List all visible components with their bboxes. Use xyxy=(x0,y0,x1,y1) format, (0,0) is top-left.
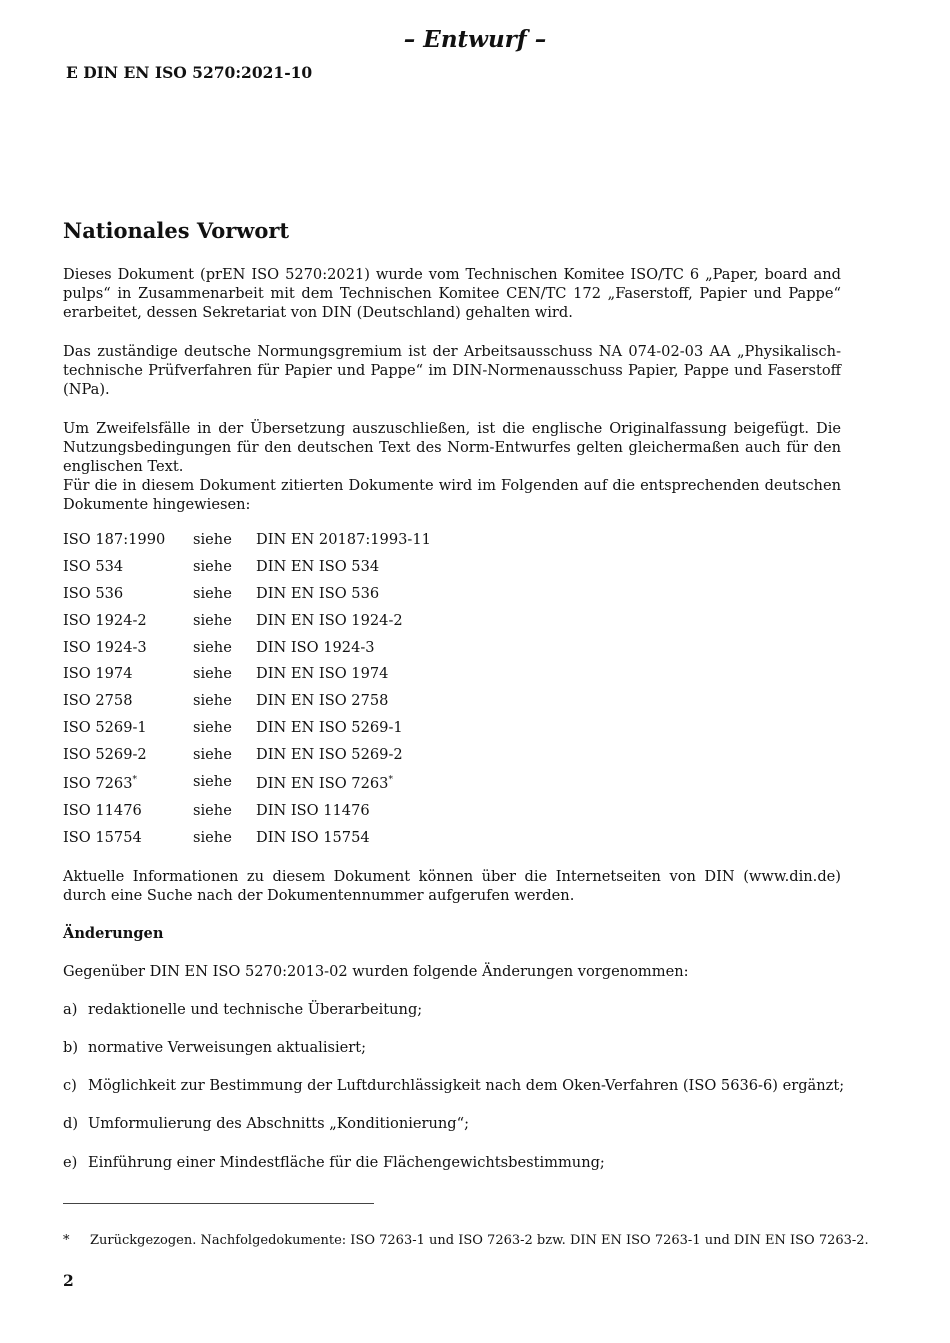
list-item-text: redaktionelle und technische Überarbeitung; xyxy=(88,1001,423,1018)
changes-intro: Gegenüber DIN EN ISO 5270:2013-02 wurden folgende Änderungen vorgenommen: xyxy=(63,963,689,980)
din-ref: DIN EN ISO 2758 xyxy=(256,692,389,710)
see-label: siehe xyxy=(193,611,232,629)
list-item-label: e) xyxy=(63,1154,78,1171)
paragraph-committee: Das zuständige deutsche Normungsgremium ist der Arbeitsausschuss NA 074-02-03 AA „Physikalisch-technische Prüfverfahren für Papier und Pappe“ im DIN-Normenausschuss Papier, Pappe und Faserstoff (NPa). xyxy=(63,343,841,399)
iso-ref: ISO 11476 xyxy=(63,802,142,820)
iso-ref: ISO 536 xyxy=(63,584,124,602)
list-item-text: Einführung einer Mindestfläche für die Flächengewichtsbestimmung; xyxy=(88,1154,605,1171)
see-label: siehe xyxy=(193,773,232,791)
din-ref: DIN ISO 11476 xyxy=(256,802,370,820)
footnote xyxy=(63,1233,869,1248)
see-label: siehe xyxy=(193,531,232,548)
list-item-text: Umformulierung des Abschnitts „Konditionierung“; xyxy=(88,1115,470,1132)
footnote-symbol: * xyxy=(63,1233,70,1248)
see-label: siehe xyxy=(193,692,232,710)
see-label: siehe xyxy=(193,719,232,737)
list-item xyxy=(63,1001,422,1018)
din-ref: DIN ISO 15754 xyxy=(256,828,370,846)
iso-ref: ISO 5269-2 xyxy=(63,746,147,764)
list-item xyxy=(63,1115,469,1132)
iso-ref: ISO 1924-2 xyxy=(63,611,147,629)
din-ref: DIN EN ISO 5269-2 xyxy=(256,746,403,764)
footnote-mark: * xyxy=(388,775,393,786)
footnote-text: Zurückgezogen. Nachfolgedokumente: ISO 7263-1 und ISO 7263-2 bzw. DIN EN ISO 7263-1 und DIN EN ISO 7263-2. xyxy=(90,1233,869,1248)
iso-ref: ISO 534 xyxy=(63,557,124,575)
list-item-label: a) xyxy=(63,1001,78,1018)
list-item-text: Möglichkeit zur Bestimmung der Luftdurchlässigkeit nach dem Oken-Verfahren (ISO 5636-6) ergänzt; xyxy=(88,1077,845,1094)
see-label: siehe xyxy=(193,665,232,683)
see-label: siehe xyxy=(193,746,232,764)
iso-ref: ISO 1974 xyxy=(63,665,133,683)
section-title: Nationales Vorwort xyxy=(63,218,290,243)
din-ref: DIN EN ISO 1974 xyxy=(256,665,389,683)
paragraph-origin: Dieses Dokument (prEN ISO 5270:2021) wurde vom Technischen Komitee ISO/TC 6 „Paper, board and pulps“ in Zusammenarbeit mit dem Technischen Komitee CEN/TC 172 „Faserstoff, Papier und Pappe“ erarbeitet, dessen Sekretariat von DIN (Deutschland) gehalten wird. xyxy=(63,266,841,322)
page-number: 2 xyxy=(63,1271,74,1290)
draft-watermark: – Entwurf – xyxy=(403,26,547,53)
footnote-divider xyxy=(63,1203,374,1204)
iso-ref: ISO 15754 xyxy=(63,828,142,846)
iso-ref: ISO 7263* xyxy=(63,775,138,793)
din-ref: DIN EN ISO 534 xyxy=(256,557,380,575)
changes-heading: Änderungen xyxy=(63,925,164,942)
paragraph-references-intro: Für die in diesem Dokument zitierten Dokumente wird im Folgenden auf die entsprechenden deutschen Dokumente hingewiesen: xyxy=(63,477,841,514)
iso-ref: ISO 5269-1 xyxy=(63,719,147,737)
din-ref: DIN ISO 1924-3 xyxy=(256,638,375,656)
list-item-label: d) xyxy=(63,1115,79,1132)
paragraph-info: Aktuelle Informationen zu diesem Dokument können über die Internetseiten von DIN (www.din.de) durch eine Suche nach der Dokumentennummer aufgerufen werden. xyxy=(63,868,841,905)
see-label: siehe xyxy=(193,584,232,602)
din-ref: DIN EN 20187:1993-11 xyxy=(256,531,431,548)
din-ref: DIN EN ISO 536 xyxy=(256,584,380,602)
list-item xyxy=(63,1039,366,1056)
list-item-label: b) xyxy=(63,1039,79,1056)
iso-ref: ISO 1924-3 xyxy=(63,638,147,656)
see-label: siehe xyxy=(193,557,232,575)
see-label: siehe xyxy=(193,802,232,820)
din-ref: DIN EN ISO 1924-2 xyxy=(256,611,403,629)
iso-ref: ISO 2758 xyxy=(63,692,133,710)
see-label: siehe xyxy=(193,638,232,656)
paragraph-translation: Um Zweifelsfälle in der Übersetzung auszuschließen, ist die englische Originalfassung beigefügt. Die Nutzungsbedingungen für den deutschen Text des Norm-Entwurfes gelten gleichermaßen auch für den englischen Text. xyxy=(63,420,841,476)
iso-ref: ISO 187:1990 xyxy=(63,531,166,548)
document-number: E DIN EN ISO 5270:2021-10 xyxy=(66,63,313,82)
din-ref: DIN EN ISO 7263* xyxy=(256,775,393,793)
see-label: siehe xyxy=(193,828,232,846)
footnote-mark: * xyxy=(132,775,138,786)
list-item-text: normative Verweisungen aktualisiert; xyxy=(88,1039,367,1056)
list-item-label: c) xyxy=(63,1077,77,1094)
din-ref: DIN EN ISO 5269-1 xyxy=(256,719,403,737)
list-item xyxy=(63,1077,844,1094)
list-item xyxy=(63,1154,605,1171)
